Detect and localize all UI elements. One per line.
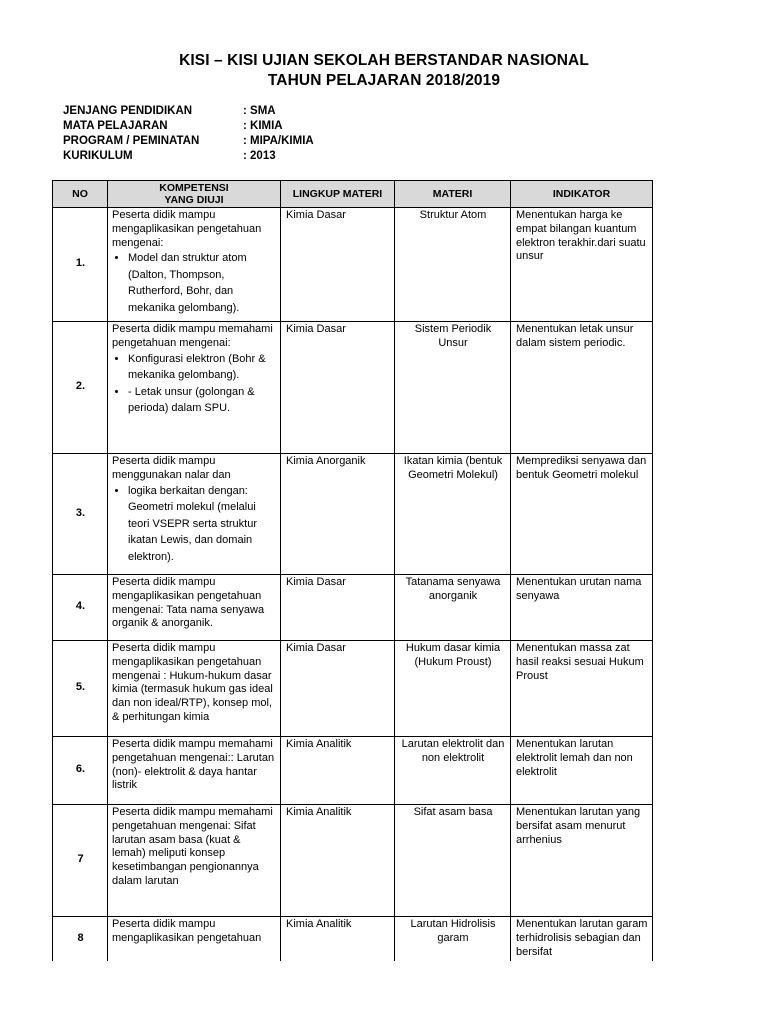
cell-kompetensi <box>108 208 281 322</box>
kompetensi-bullet: • logika berkaitan dengan: Geometri molekul (melalui teori VSEPR serta struktur ikatan Lewis, dan domain elektron). <box>128 483 277 566</box>
kompetensi-intro: Peserta didik mampu mengaplikasikan pengetahuan mengenai : Hukum-hukum dasar kimia (termasuk hukum gas ideal dan non ideal/RTP), konsep mol, & perhitungan kimia <box>112 642 273 723</box>
table-row <box>53 641 653 737</box>
meta-value: : 2013 <box>243 150 276 162</box>
kompetensi-intro: Peserta didik mampu mengaplikasikan pengetahuan mengenai: <box>112 209 262 249</box>
header-materi: MATERI <box>395 181 511 208</box>
cell-kompetensi <box>108 322 281 454</box>
cell-no: 8 <box>53 917 108 962</box>
cell-no: 4. <box>53 575 108 641</box>
kompetensi-bullet-list <box>112 483 277 566</box>
cell-no: 2. <box>53 322 108 454</box>
meta-key: MATA PELAJARAN <box>63 120 168 132</box>
cell-kompetensi <box>108 575 281 641</box>
cell-indikator: Menentukan urutan nama senyawa <box>511 575 653 641</box>
kompetensi-bullet-list <box>112 250 277 316</box>
table-row <box>53 917 653 962</box>
cell-no: 7 <box>53 805 108 917</box>
kompetensi-bullet: • Konfigurasi elektron (Bohr & mekanika gelombang). <box>128 351 277 384</box>
header-kompetensi-line-1: KOMPETENSI <box>159 182 229 194</box>
table-row <box>53 322 653 454</box>
table-row <box>53 805 653 917</box>
kompetensi-bullet-list <box>112 351 277 417</box>
cell-no: 3. <box>53 454 108 575</box>
kompetensi-intro: Peserta didik mampu memahami pengetahuan mengenai: Sifat larutan asam basa (kuat & lemah) meliputi konsep kesetimbangan pengionannya dalam larutan <box>112 806 273 887</box>
cell-materi: Hukum dasar kimia (Hukum Proust) <box>395 641 511 737</box>
kompetensi-bullet: • - Letak unsur (golongan & perioda) dalam SPU. <box>128 384 277 417</box>
cell-indikator: Memprediksi senyawa dan bentuk Geometri molekul <box>511 454 653 575</box>
meta-mata-pelajaran <box>63 119 314 134</box>
cell-indikator: Menentukan letak unsur dalam sistem periodic. <box>511 322 653 454</box>
cell-kompetensi <box>108 917 281 962</box>
cell-lingkup: Kimia Dasar <box>281 575 395 641</box>
cell-kompetensi <box>108 641 281 737</box>
meta-program <box>63 134 314 149</box>
meta-key: PROGRAM / PEMINATAN <box>63 135 200 147</box>
cell-indikator: Menentukan harga ke empat bilangan kuantum elektron terakhir.dari suatu unsur <box>511 208 653 322</box>
meta-value: : MIPA/KIMIA <box>243 135 314 147</box>
kisi-kisi-table <box>52 180 653 961</box>
cell-no: 5. <box>53 641 108 737</box>
cell-lingkup: Kimia Dasar <box>281 322 395 454</box>
table-row <box>53 575 653 641</box>
kompetensi-intro: Peserta didik mampu menggunakan nalar dan <box>112 455 231 481</box>
kompetensi-intro: Peserta didik mampu memahami pengetahuan mengenai: <box>112 323 273 349</box>
cell-lingkup: Kimia Analitik <box>281 737 395 805</box>
header-kompetensi-line-2: YANG DIUJI <box>164 194 224 206</box>
cell-kompetensi <box>108 805 281 917</box>
kompetensi-intro: Peserta didik mampu memahami pengetahuan mengenai:: Larutan (non)- elektrolit & daya hantar listrik <box>112 738 275 792</box>
meta-value: : KIMIA <box>243 120 283 132</box>
cell-materi: Sistem Periodik Unsur <box>395 322 511 454</box>
kompetensi-bullet: • Model dan struktur atom (Dalton, Thompson, Rutherford, Bohr, dan mekanika gelombang). <box>128 250 277 316</box>
cell-kompetensi <box>108 737 281 805</box>
cell-lingkup: Kimia Analitik <box>281 805 395 917</box>
header-lingkup: LINGKUP MATERI <box>281 181 395 208</box>
cell-no: 6. <box>53 737 108 805</box>
document-title-line-1: KISI – KISI UJIAN SEKOLAH BERSTANDAR NASIONAL <box>179 52 589 69</box>
meta-key: JENJANG PENDIDIKAN <box>63 105 193 117</box>
kompetensi-intro: Peserta didik mampu mengaplikasikan pengetahuan mengenai: Tata nama senyawa organik & anorganik. <box>112 576 265 630</box>
cell-materi: Larutan Hidrolisis garam <box>395 917 511 962</box>
cell-no: 1. <box>53 208 108 322</box>
kompetensi-intro: Peserta didik mampu mengaplikasikan pengetahuan <box>112 918 262 944</box>
meta-kurikulum <box>63 149 314 164</box>
cell-materi: Larutan elektrolit dan non elektrolit <box>395 737 511 805</box>
meta-value: : SMA <box>243 105 276 117</box>
document-title-line-2: TAHUN PELAJARAN 2018/2019 <box>267 72 501 89</box>
cell-materi: Struktur Atom <box>395 208 511 322</box>
cell-lingkup: Kimia Dasar <box>281 208 395 322</box>
cell-lingkup: Kimia Anorganik <box>281 454 395 575</box>
document-meta <box>63 104 314 164</box>
table-row <box>53 737 653 805</box>
table-row <box>53 208 653 322</box>
header-no: NO <box>53 181 108 208</box>
table-header-row <box>53 181 653 208</box>
cell-indikator: Menentukan larutan garam terhidrolisis sebagian dan bersifat <box>511 917 653 962</box>
cell-indikator: Menentukan massa zat hasil reaksi sesuai Hukum Proust <box>511 641 653 737</box>
cell-indikator: Menentukan larutan yang bersifat asam menurut arrhenius <box>511 805 653 917</box>
cell-materi: Ikatan kimia (bentuk Geometri Molekul) <box>395 454 511 575</box>
table-row <box>53 454 653 575</box>
cell-materi: Tatanama senyawa anorganik <box>395 575 511 641</box>
cell-lingkup: Kimia Dasar <box>281 641 395 737</box>
header-kompetensi <box>108 181 281 208</box>
meta-jenjang <box>63 104 314 119</box>
header-indikator: INDIKATOR <box>511 181 653 208</box>
cell-indikator: Menentukan larutan elektrolit lemah dan non elektrolit <box>511 737 653 805</box>
cell-materi: Sifat asam basa <box>395 805 511 917</box>
cell-lingkup: Kimia Analitik <box>281 917 395 962</box>
meta-key: KURIKULUM <box>63 150 133 162</box>
cell-kompetensi <box>108 454 281 575</box>
